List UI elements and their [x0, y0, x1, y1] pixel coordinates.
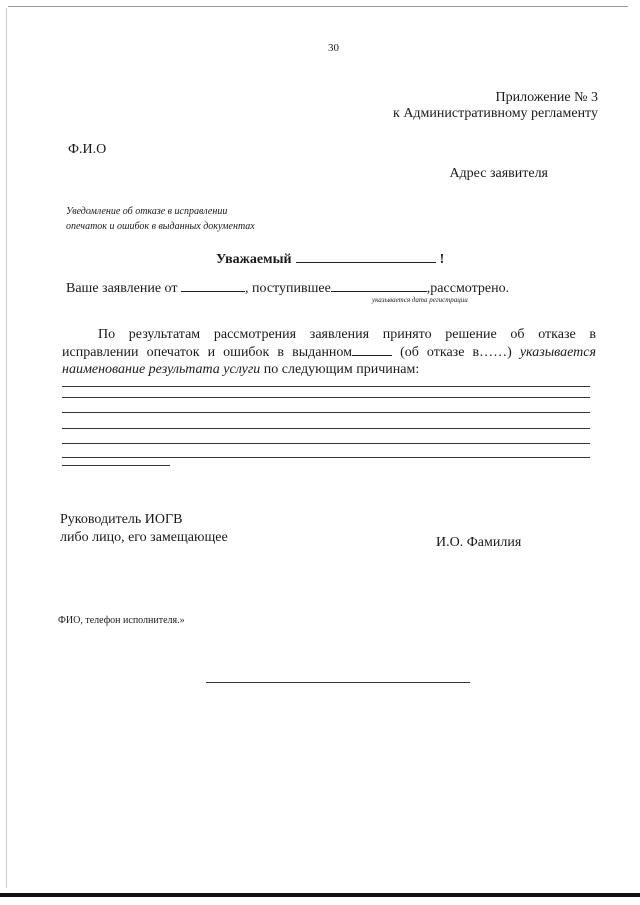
application-part3: ,рассмотрено. — [426, 281, 510, 296]
received-blank — [331, 279, 427, 292]
reason-line-5 — [62, 443, 590, 444]
service-result-name: наименование результата услуги — [62, 362, 261, 377]
greeting-end: ! — [439, 252, 445, 267]
regulation-reference: к Административному регламенту — [393, 106, 598, 121]
reason-line-4 — [62, 428, 590, 429]
scan-edge-top — [8, 6, 628, 7]
decision-line3 — [62, 361, 596, 378]
reason-line-7 — [62, 465, 170, 466]
decision-line2 — [62, 343, 596, 361]
decision-line2-italic: указывается — [519, 345, 597, 360]
reason-line-1 — [62, 386, 590, 387]
executor-contact: ФИО, телефон исполнителя.» — [58, 615, 185, 626]
reasons-intro: по следующим причинам: — [260, 362, 420, 377]
signatory-deputy: либо лицо, его замещающее — [60, 530, 228, 545]
scan-edge-bottom — [0, 893, 640, 897]
page-number: 30 — [328, 42, 339, 54]
notice-title-line1: Уведомление об отказе в исправлении — [66, 206, 228, 217]
greeting-name-blank — [296, 250, 436, 263]
decision-line2-refusal: (об отказе в……) — [392, 345, 520, 360]
date-blank — [181, 279, 245, 292]
signatory-name: И.О. Фамилия — [436, 535, 522, 550]
recipient-address: Адрес заявителя — [449, 166, 548, 181]
document-blank — [352, 343, 392, 356]
application-part2: , поступившее — [245, 281, 331, 296]
application-part1: Ваше заявление от — [66, 281, 178, 296]
reason-line-3 — [62, 412, 590, 413]
registration-date-hint: указывается дата регистрации — [372, 296, 468, 304]
decision-paragraph — [62, 326, 596, 378]
closing-rule — [206, 682, 470, 683]
decision-line1: По результатам рассмотрения заявления принято решение об отказе в — [98, 327, 596, 342]
decision-line2-text: исправлении опечаток и ошибок в выданном — [62, 345, 353, 360]
application-line — [66, 279, 509, 297]
recipient-fio: Ф.И.О — [68, 142, 107, 157]
notice-title-line2: опечаток и ошибок в выданных документах — [66, 221, 255, 232]
scan-edge-left — [6, 8, 7, 888]
reason-line-2 — [62, 397, 590, 398]
greeting-text: Уважаемый — [216, 252, 292, 267]
signatory-position: Руководитель ИОГВ — [60, 512, 183, 527]
appendix-label: Приложение № 3 — [495, 90, 598, 105]
reason-line-6 — [62, 457, 590, 458]
greeting — [216, 250, 444, 268]
